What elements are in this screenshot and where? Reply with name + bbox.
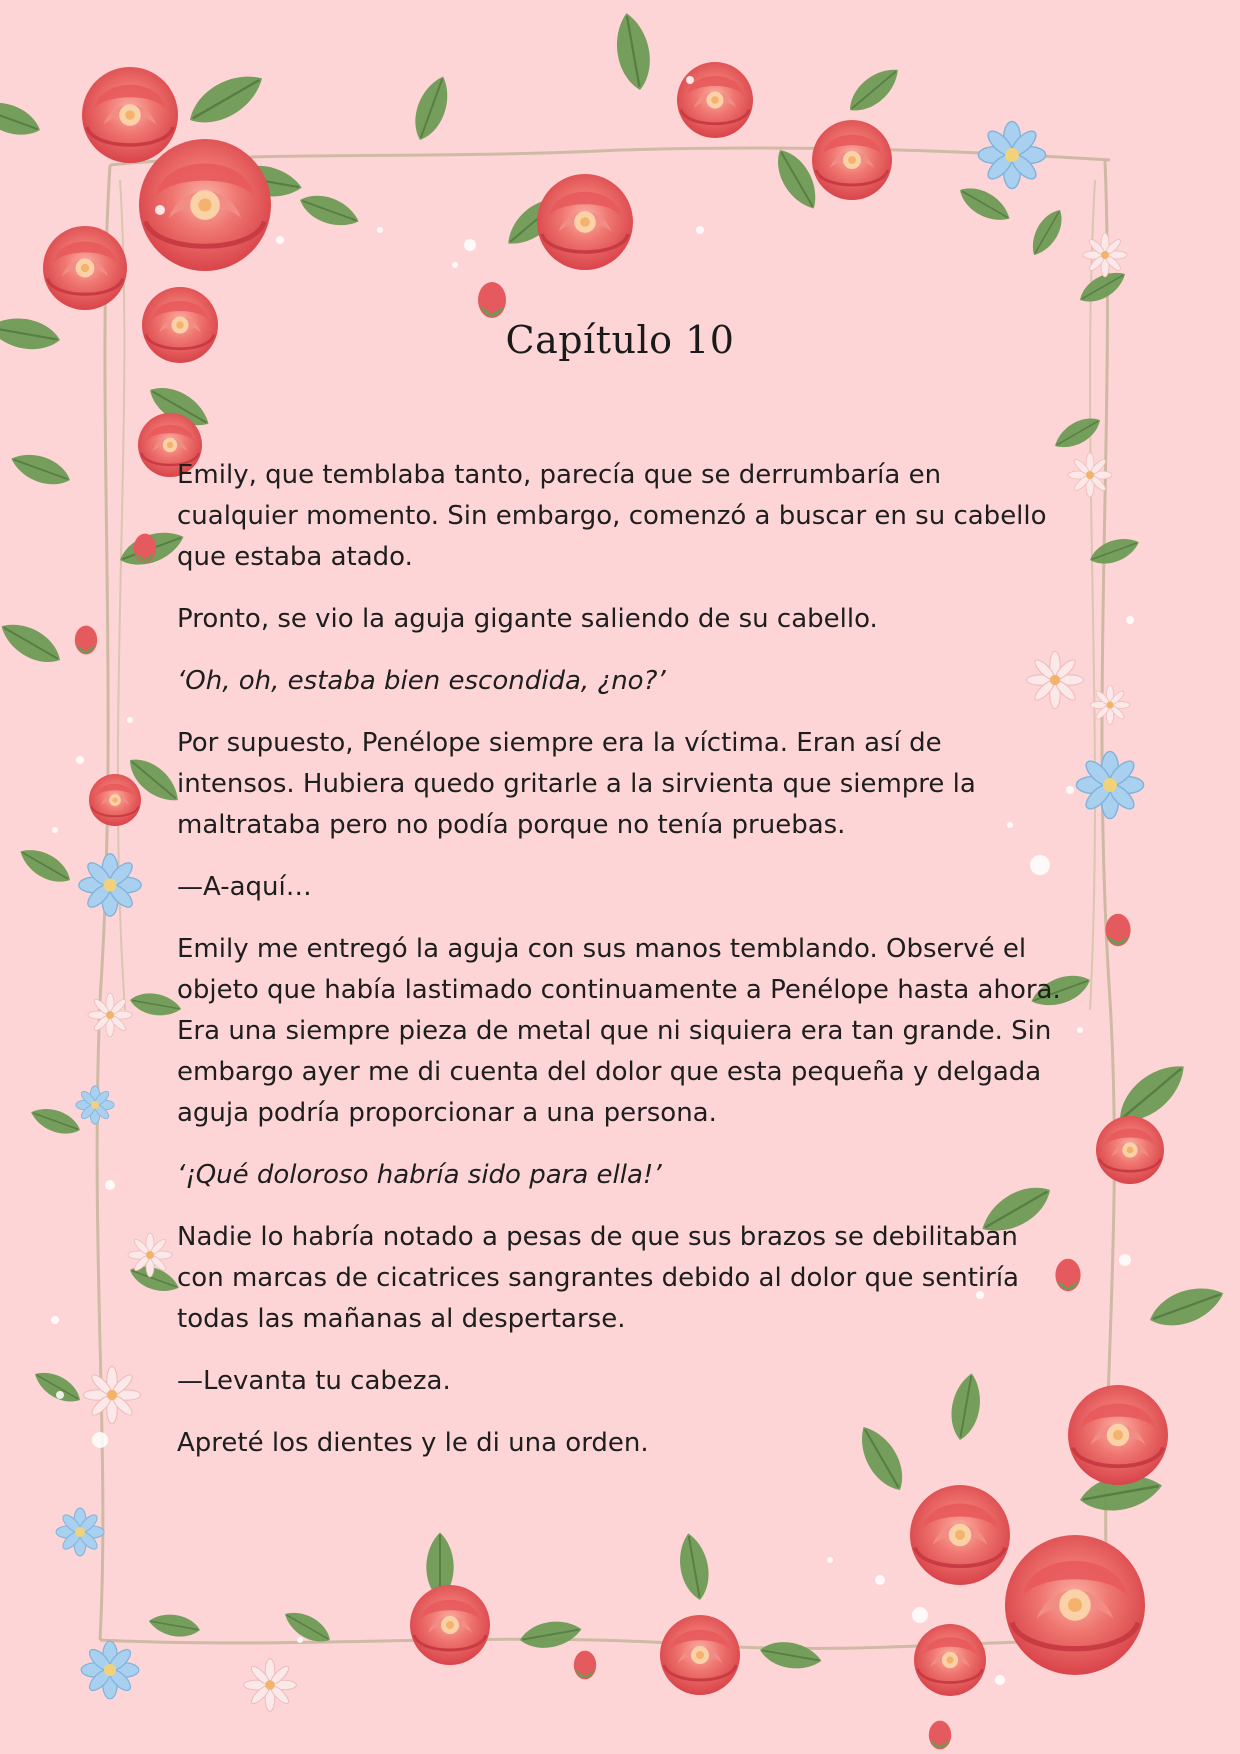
paragraph: Pronto, se vio la aguja gigante saliendo de su cabello. [177, 604, 878, 634]
thought-paragraph: ‘¡Qué doloroso habría sido para ella!’ [177, 1160, 662, 1190]
rose-top-left-2 [139, 139, 271, 271]
rose-right-1 [1096, 1116, 1164, 1184]
thought-paragraph: ‘Oh, oh, estaba bien escondida, ¿no?’ [177, 666, 666, 696]
paragraph: Emily me entregó la aguja con sus manos temblando. Observé el objeto que había lastimado continuamente a Penélope hasta ahora. Era una siempre pieza de metal que ni siquiera era tan grande. Sin embargo ayer me di cuenta del dolor que esta pequeña y delgada aguja podría proporcionar a una persona. [177, 934, 1061, 1128]
chapter-body [177, 455, 1067, 1485]
rose-top-left-1 [82, 67, 178, 163]
rose-left-6 [89, 774, 141, 826]
chapter-title: Capítulo 10 [505, 318, 735, 362]
dialogue-paragraph: —Levanta tu cabeza. [177, 1366, 451, 1396]
paragraph: Apreté los dientes y le di una orden. [177, 1428, 649, 1458]
paragraph: Nadie lo habría notado a pesas de que sus brazos se debilitaban con marcas de cicatrices sangrantes debido al dolor que sentiría todas las mañanas al despertarse. [177, 1222, 1019, 1334]
paragraph: Por supuesto, Penélope siempre era la víctima. Eran así de intensos. Hubiera quedo gritarle a la sirvienta que siempre la maltrataba pero no podía porque no tenía pruebas. [177, 728, 976, 840]
rose-bottom-right-1 [1068, 1385, 1168, 1485]
rose-top-right [812, 120, 892, 200]
rose-bottom-mid-1 [410, 1585, 490, 1665]
rose-top-mid-1 [537, 174, 633, 270]
paragraph: Emily, que temblaba tanto, parecía que se derrumbaría en cualquier momento. Sin embargo, comenzó a buscar en su cabello que estaba atado. [177, 460, 1047, 572]
rose-bottom-right-3 [1005, 1535, 1145, 1675]
rose-bottom-right-4 [914, 1624, 986, 1696]
rose-bottom-mid-2 [660, 1615, 740, 1695]
rose-top-mid-2 [677, 62, 753, 138]
rose-bottom-right-2 [910, 1485, 1010, 1585]
dialogue-paragraph: —A-aquí… [177, 872, 312, 902]
rose-top-left-3 [43, 226, 127, 310]
